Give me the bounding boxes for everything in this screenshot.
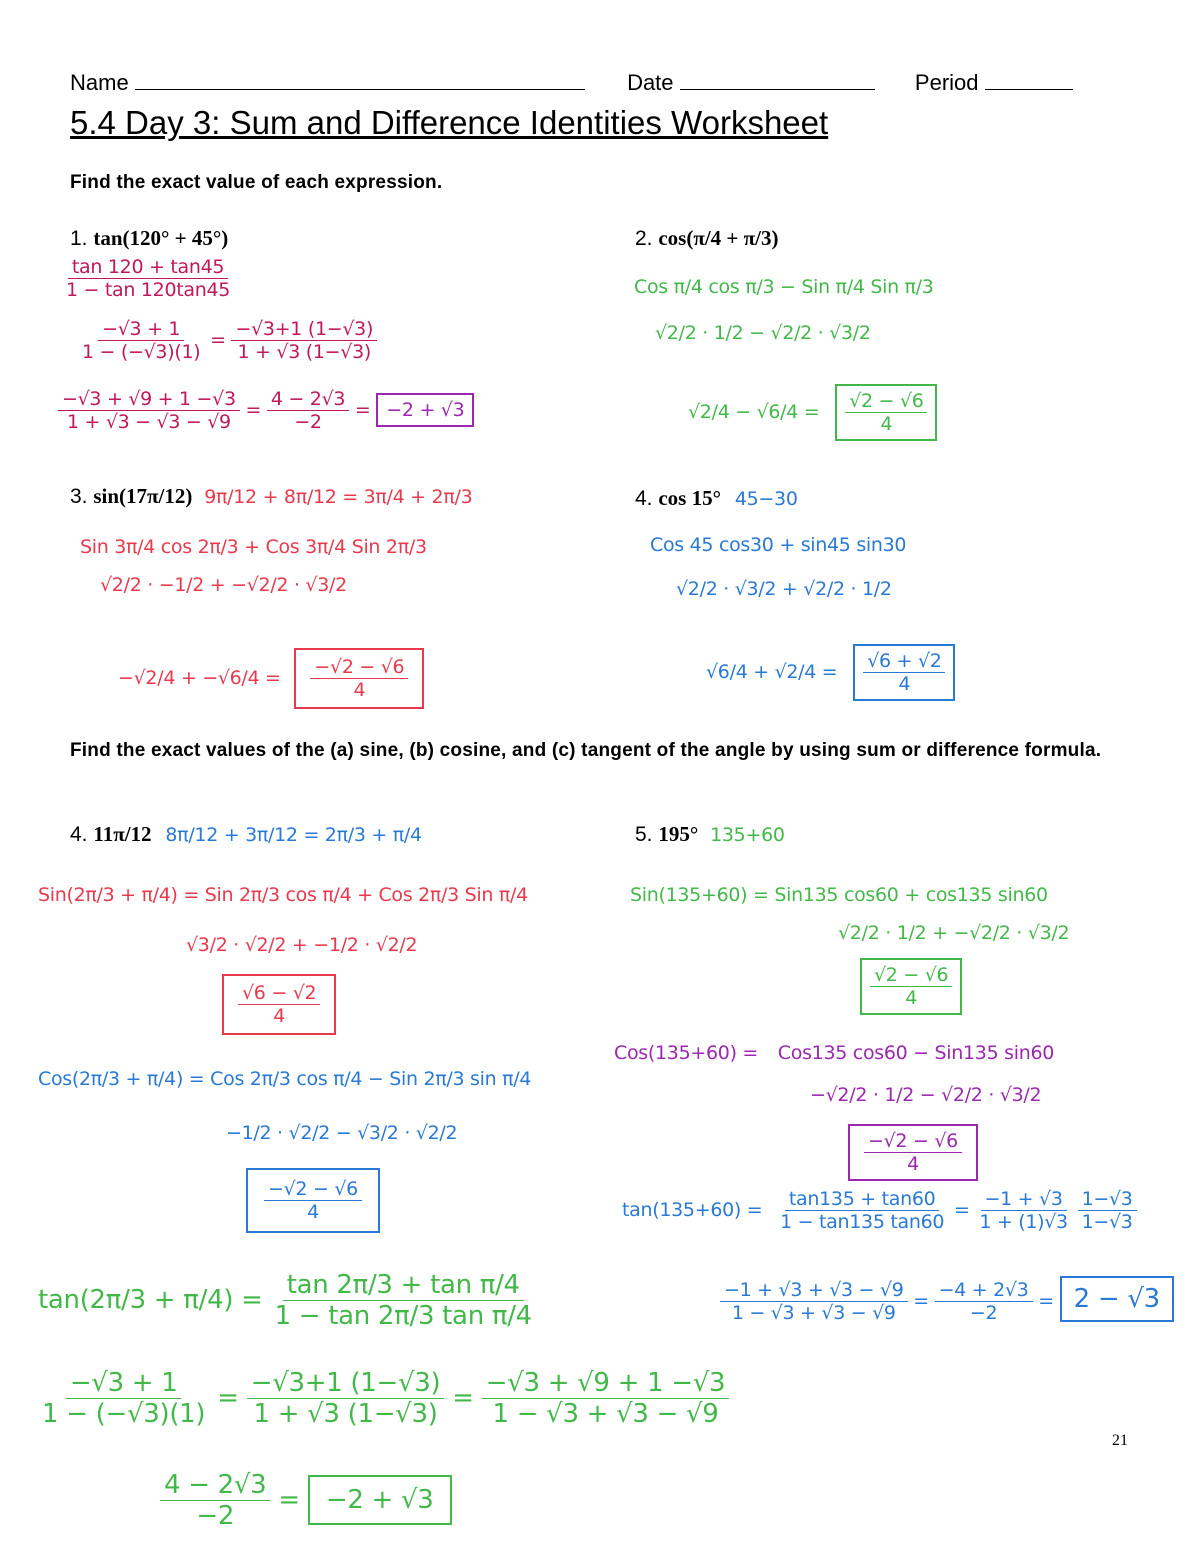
- p4-step1: √2/2 · √3/2 + √2/2 · 1/2: [676, 578, 892, 600]
- p6-split: 135+60: [710, 824, 785, 846]
- date-label: Date: [627, 70, 674, 95]
- problem-4-expression: cos 15°: [658, 486, 722, 510]
- p6-sin-formula: Sin(135+60) = Sin135 cos60 + cos135 sin60: [630, 884, 1048, 906]
- problem-1-number: 1.: [70, 227, 88, 250]
- problem-3-expression: sin(17π/12): [93, 484, 193, 508]
- problem-3-number: 3.: [70, 485, 88, 508]
- p1-answer: −2 + √3: [376, 393, 474, 427]
- p3-step1: √2/2 · −1/2 + −√2/2 · √3/2: [100, 574, 347, 596]
- problem-1: [70, 226, 228, 251]
- problem-4: [635, 486, 798, 511]
- problem-2-number: 2.: [635, 227, 653, 250]
- p3-step2: −√2/4 + −√6/4 = $\frac{-√2 - √6}{4}$: [118, 648, 424, 709]
- p5-sin-formula: Sin(2π/3 + π/4) = Sin 2π/3 cos π/4 + Cos 2π/3 Sin π/4: [38, 884, 528, 906]
- p5-sin-answer: $\frac{√6 - √2}{4}$: [222, 974, 336, 1035]
- problem-3: [70, 484, 472, 509]
- problem-6-number: 5.: [635, 823, 653, 846]
- instructions-part1: Find the exact value of each expression.: [70, 172, 443, 193]
- problem-2: [635, 226, 778, 251]
- p4-step2: √6/4 + √2/4 = $\frac{√6 + √2}{4}$: [706, 644, 955, 701]
- problem-5-number: 4.: [70, 823, 88, 846]
- p5-tan-steps: $\frac{-√3 + 1}{1 - (-√3)(1)}$ = $\frac{-√3+1 (1-√3)}{1 + √3 (1-√3)}$ = $\frac{-√3 + √9 + 1 -√3}{1 - √3 + √3 - √9}$: [38, 1368, 729, 1429]
- p5-tan-formula: tan(2π/3 + π/4) = $\frac{\text{tan 2π/3 + tan π/4}}{\text{1 − tan 2π/3 tan π/4}}$: [38, 1270, 532, 1331]
- p6-tan-formula: tan(135+60) = $\frac{\tan 135 + \tan 60}{1 - \tan 135 \tan 60}$ = $\frac{-1 + √3}{1 + (1)√3}$ $\frac{1-√3}{1-√3}$: [622, 1188, 1137, 1233]
- p4-formula: Cos 45 cos30 + sin45 sin30: [650, 534, 907, 556]
- p3-formula: Sin 3π/4 cos 2π/3 + Cos 3π/4 Sin 2π/3: [80, 536, 427, 558]
- problem-4-number: 4.: [635, 487, 653, 510]
- problem-6: [635, 822, 785, 847]
- p6-cos-step: −√2/2 · 1/2 − √2/2 · √3/2: [810, 1084, 1042, 1106]
- problem-6-expression: 195°: [658, 822, 699, 846]
- problem-5: [70, 822, 422, 847]
- p5-split: 8π/12 + 3π/12 = 2π/3 + π/4: [165, 824, 422, 846]
- p3-split: 9π/12 + 8π/12 = 3π/4 + 2π/3: [204, 486, 473, 508]
- name-field[interactable]: [135, 71, 585, 90]
- p1-step1: $\frac{-√3 + 1}{1 - (-√3)(1)}$ = $\frac{-√3+1 (1-√3)}{1 + √3 (1-√3)}$: [78, 318, 377, 363]
- p5-cos-formula: Cos(2π/3 + π/4) = Cos 2π/3 cos π/4 − Sin 2π/3 sin π/4: [38, 1068, 532, 1090]
- header-fields: [70, 70, 1073, 96]
- period-label: Period: [914, 70, 979, 95]
- instructions-part2: Find the exact values of the (a) sine, (b) cosine, and (c) tangent of the angle by using sum or difference formula.: [70, 740, 1102, 761]
- page-number: 21: [1112, 1432, 1128, 1449]
- name-label: Name: [70, 70, 129, 95]
- p1-step2: $\frac{-√3 + √9 + 1 -√3}{1 + √3 - √3 - √9}$ = $\frac{4 - 2√3}{-2}$ = −2 + √3: [58, 388, 474, 433]
- problem-2-expression: cos(π/4 + π/3): [658, 226, 779, 250]
- p5-cos-step: −1/2 · √2/2 − √3/2 · √2/2: [226, 1122, 458, 1144]
- p1-formula: $\frac{\tan 120 + \tan 45}{1 - \tan 120\tan 45}$: [66, 256, 231, 301]
- p5-tan-final: $\frac{4 - 2√3}{-2}$ = −2 + √3: [160, 1470, 452, 1531]
- p5-sin-step: √3/2 · √2/2 + −1/2 · √2/2: [186, 934, 418, 956]
- p2-formula: Cos π/4 cos π/3 − Sin π/4 Sin π/3: [634, 276, 934, 298]
- p6-tan-steps: $\frac{-1 + √3 + √3 - √9}{1 - √3 + √3 - √9}$ = $\frac{-4 + 2√3}{-2}$ = 2 − √3: [720, 1276, 1174, 1324]
- p6-cos-answer: $\frac{-√2 - √6}{4}$: [848, 1124, 978, 1181]
- problem-1-expression: tan(120° + 45°): [93, 226, 229, 250]
- p5-tan-answer: −2 + √3: [308, 1475, 452, 1525]
- p5-cos-answer: $\frac{-√2 - √6}{4}$: [246, 1168, 380, 1233]
- p2-step1: √2/2 · 1/2 − √2/2 · √3/2: [655, 322, 871, 344]
- date-field[interactable]: [680, 71, 875, 90]
- p4-split: 45−30: [734, 488, 798, 510]
- p6-sin-step: √2/2 · 1/2 + −√2/2 · √3/2: [838, 922, 1070, 944]
- worksheet-title: 5.4 Day 3: Sum and Difference Identities Worksheet: [70, 104, 829, 141]
- p6-sin-answer: $\frac{√2 - √6}{4}$: [860, 958, 962, 1015]
- period-field[interactable]: [985, 71, 1073, 90]
- p6-tan-answer: 2 − √3: [1060, 1276, 1174, 1322]
- p2-step2: √2/4 − √6/4 = $\frac{√2 - √6}{4}$: [688, 384, 937, 441]
- problem-5-expression: 11π/12: [93, 822, 152, 846]
- p6-cos-formula: Cos(135+60) = Cos135 cos60 − Sin135 sin60: [614, 1042, 1055, 1064]
